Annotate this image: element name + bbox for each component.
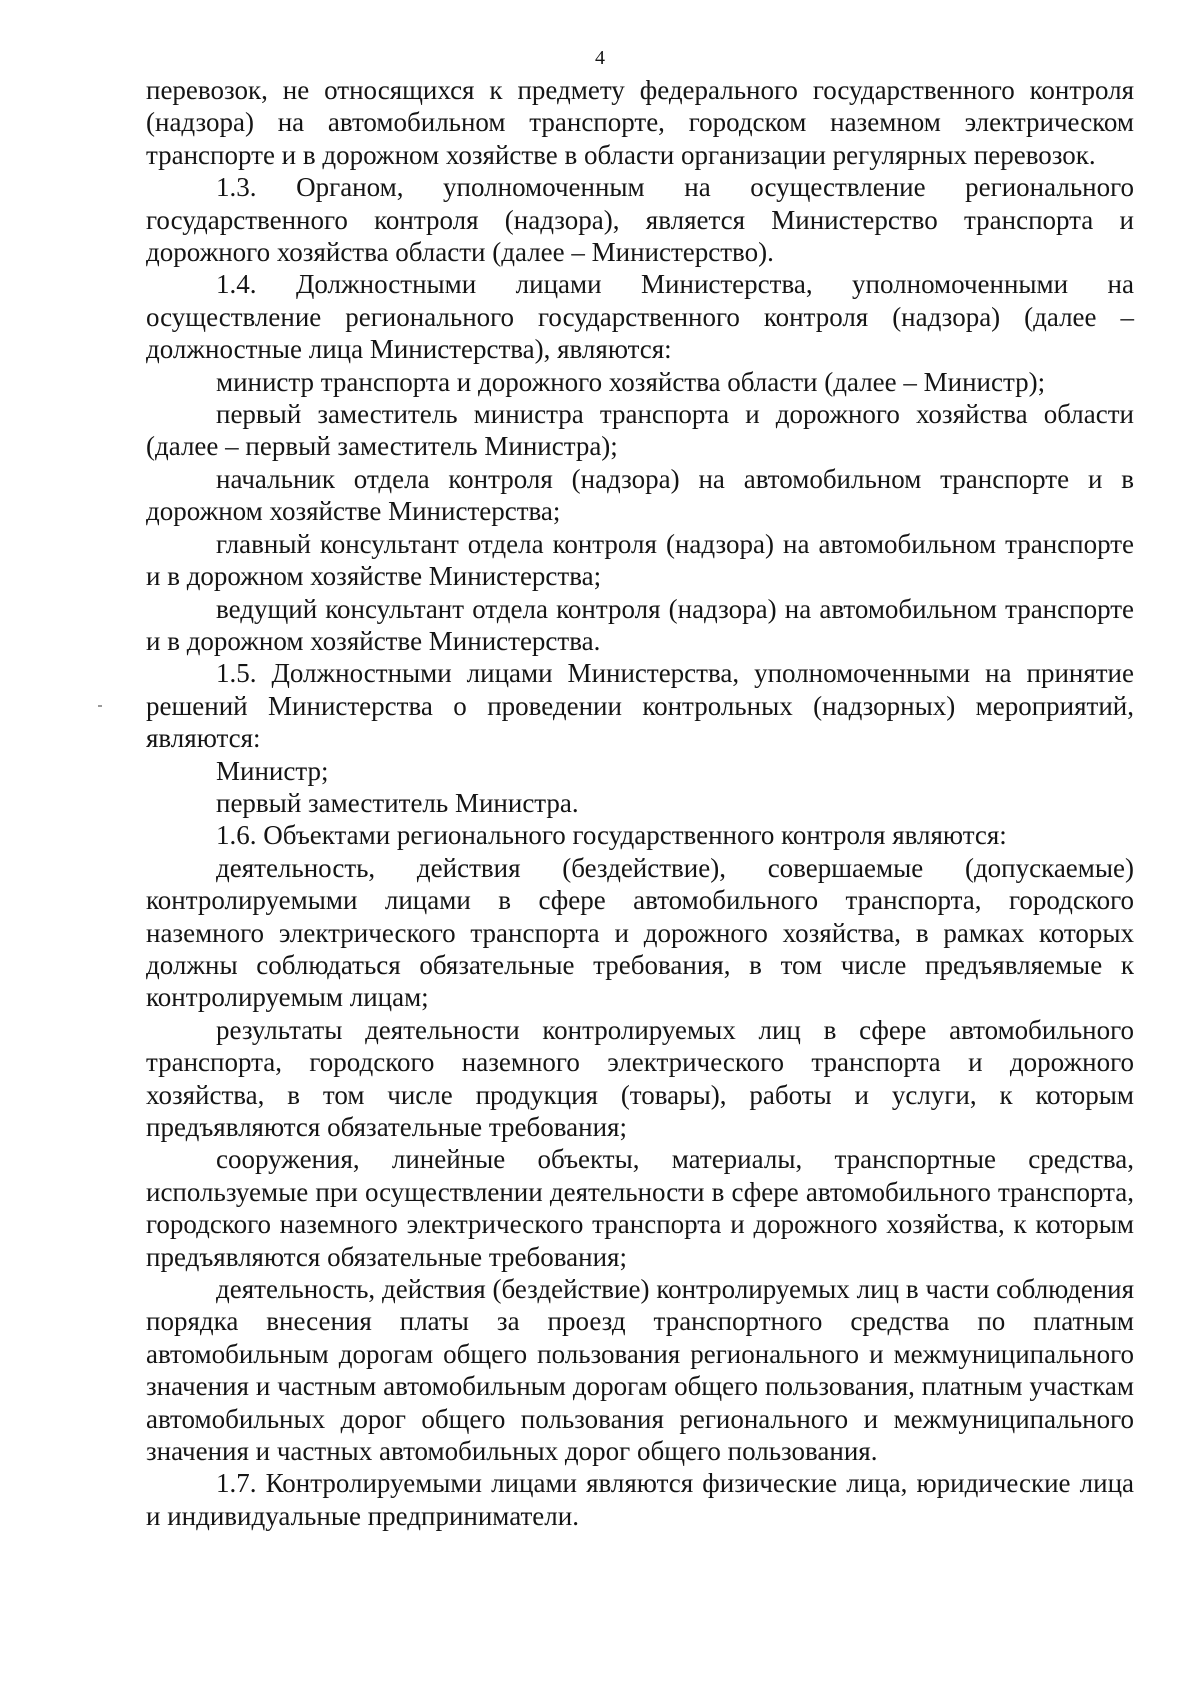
paragraph: Министр; xyxy=(216,755,329,786)
paragraph: первый заместитель министра транспорта и дорожного хозяйства области (далее – первый заместитель Министра); xyxy=(146,399,1134,462)
paragraph: 1.6. Объектами регионального государственного контроля являются: xyxy=(216,820,1007,851)
paragraph: 1.4. Должностными лицами Министерства, уполномоченными на осуществление регионального государственного контроля (надзора) (далее – должностные лица Министерства), являются: xyxy=(146,269,1134,365)
paragraph: 1.7. Контролируемыми лицами являются физические лица, юридические лица и индивидуальные предприниматели. xyxy=(146,1468,1134,1531)
paragraph: министр транспорта и дорожного хозяйства области (далее – Министр); xyxy=(216,366,1046,397)
paragraph: начальник отдела контроля (надзора) на автомобильном транспорте и в дорожном хозяйстве Министерства; xyxy=(146,463,1134,527)
paragraph: результаты деятельности контролируемых лиц в сфере автомобильного транспорта, городского наземного электрического транспорта и дорожного хозяйства, в том числе продукция (товары), работы и услуги, к которым предъявляются обязательные требования; xyxy=(146,1014,1134,1142)
paragraph: деятельность, действия (бездействие), совершаемые (допускаемые) контролируемыми лицами в сфере автомобильного транспорта, городского наземного электрического транспорта и дорожного хозяйства, в рамках которых должны соблюдаться обязательные требования, в том числе предъявляемые к контролируемым лицам; xyxy=(146,852,1134,1013)
paragraph: главный консультант отдела контроля (надзора) на автомобильном транспорте и в дорожном хозяйстве Министерства; xyxy=(146,528,1134,592)
paragraph: первый заместитель Министра. xyxy=(216,787,579,818)
paragraph: сооружения, линейные объекты, материалы, транспортные средства, используемые при осуществлении деятельности в сфере автомобильного транспорта, городского наземного электрического транспорта и дорожного хозяйства, к которым предъявляются обязательные требования; xyxy=(146,1144,1134,1272)
margin-mark xyxy=(98,705,102,707)
paragraph: 1.3. Органом, уполномоченным на осуществление регионального государственного контроля (надзора), является Министерство транспорта и дорожного хозяйства области (далее – Министерство). xyxy=(146,172,1134,268)
paragraph: деятельность, действия (бездействие) контролируемых лиц в части соблюдения порядка внесения платы за проезд транспортного средства по платным автомобильным дорогам общего пользования регионального и межмуниципального значения и частным автомобильным дорогам общего пользования, платным участкам автомобильных дорог общего пользования регионального и межмуниципального значения и частных автомобильных дорог общего пользования. xyxy=(146,1274,1134,1467)
page-number: 4 xyxy=(595,47,605,69)
paragraph: 1.5. Должностными лицами Министерства, уполномоченными на принятие решений Министерства о проведении контрольных (надзорных) мероприятий, являются: xyxy=(146,658,1134,754)
paragraph: перевозок, не относящихся к предмету федерального государственного контроля (надзора) на автомобильном транспорте, городском наземном электрическом транспорте и в дорожном хозяйстве в области организации регулярных перевозок. xyxy=(146,75,1134,170)
paragraph: ведущий консультант отдела контроля (надзора) на автомобильном транспорте и в дорожном хозяйстве Министерства. xyxy=(146,593,1134,656)
document-body xyxy=(146,74,1134,1532)
